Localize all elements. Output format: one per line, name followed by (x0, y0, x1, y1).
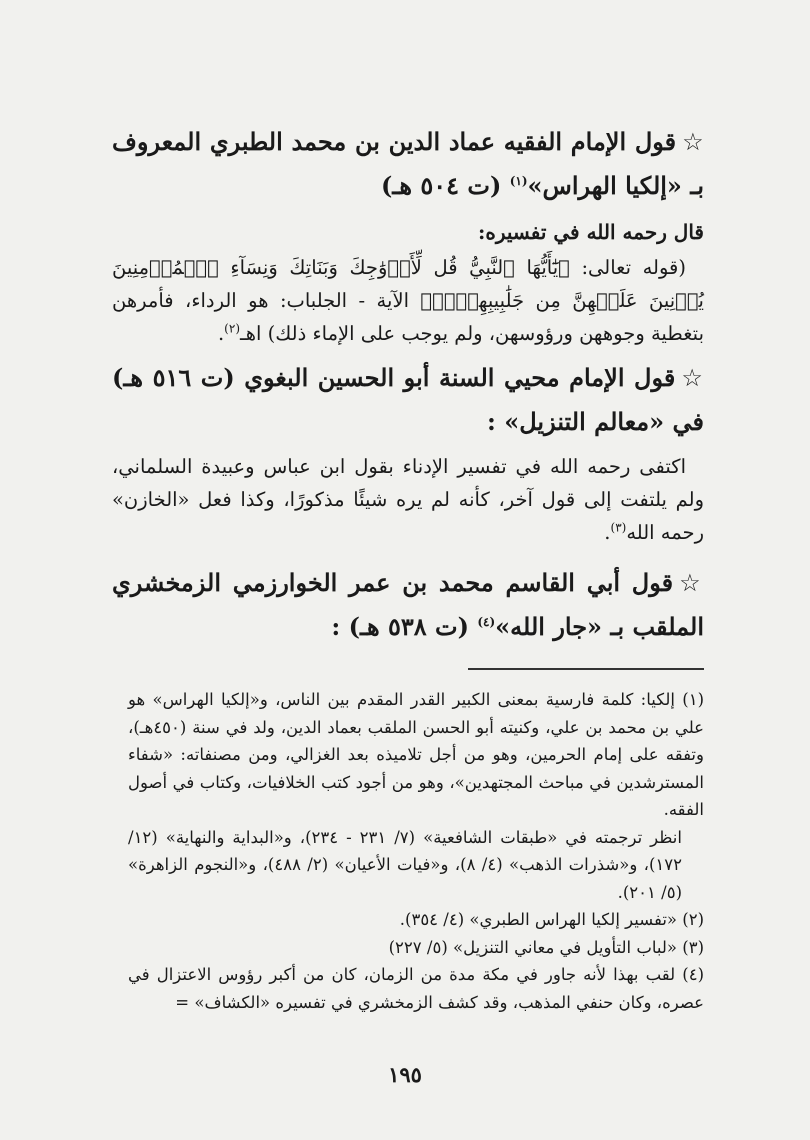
star-icon: ☆ (682, 128, 705, 156)
star-icon: ☆ (681, 364, 705, 392)
section-heading-1: ☆قول الإمام الفقيه عماد الدين بن محمد الطبري المعروف بـ «إلكيا الهراس»$^{(١)}$ (ت ٥٠٤ هـ) (112, 127, 705, 200)
footnotes (128, 686, 704, 1016)
footnote-ref-1[interactable]: (١) (509, 174, 528, 188)
footnote-ref-4[interactable]: (٤) (477, 615, 496, 629)
section-body-2: اكتفى رحمه الله في تفسير الإدناء بقول ابن عباس وعبيدة السلماني، ولم يلتفت إلى قول آخر، كأنه لم يره شيئًا مذكورًا، وكذا فعل «الخازن» رحمه الله$^{(٣)}$. (112, 455, 704, 544)
footnote-1-references: انظر ترجمته في «طبقات الشافعية» (٧/ ٢٣١ - ٢٣٤)، و«البداية والنهاية» (١٢/ ١٧٢)، و«شذرات الذهب» (٤/ ٨)، و«فيات الأعيان» (٢/ ٤٨٨)، و«النجوم الزاهرة» (٥/ ٢٠١). (128, 827, 682, 902)
section-heading-2: ☆قول الإمام محيي السنة أبو الحسين البغوي (ت ٥١٦ هـ) في «معالم التنزيل» : (112, 363, 705, 436)
section-subheading-1: قال رحمه الله في تفسيره: (477, 220, 704, 244)
footnote-3: (٣) «لباب التأويل في معاني التنزيل» (٥/ ٢٢٧) (388, 937, 704, 957)
footnote-1: (١) إلكيا: كلمة فارسية بمعنى الكبير القدر المقدم بين الناس، و«إلكيا الهراس» هو علي بن محمد بن علي، وكنيته أبو الحسن الملقب بعماد الدين، ولد في سنة (٤٥٠هـ)، وتفقه على إمام الحرمين، وهو من أجل تلاميذه بعد الغزالي، ومن مصنفاته: «شفاء المسترشدين في مباحث المجتهدين»، وهو من أجود كتب الخلافيات، وكتاب في أصول الفقه. (128, 690, 704, 819)
footnote-2: (٢) «تفسير إلكيا الهراس الطبري» (٤/ ٣٥٤). (399, 910, 704, 929)
main-text (112, 120, 704, 649)
star-icon: ☆ (679, 569, 705, 597)
page-number: ١٩٥ (388, 1062, 422, 1087)
footnote-ref-2[interactable]: (٢) (224, 321, 240, 336)
footnote-separator (468, 668, 704, 670)
section-heading-3: ☆قول أبي القاسم محمد بن عمر الخوارزمي الزمخشري الملقب بـ «جار الله»$^{(٤)}$ (ت ٥٣٨ هـ) : (112, 568, 705, 641)
footnote-4: (٤) لقب بهذا لأنه جاور في مكة مدة من الزمان، كان من أكبر رؤوس الاعتزال في عصره، وكان حنفي المذهب، وقد كشف الزمخشري في تفسيره «الكشاف» = (128, 965, 704, 1012)
section-body-1: (قوله تعالى: ﴿يَٰٓأَيُّهَا ٱلنَّبِيُّ قُل لِّأَزۡوَٰجِكَ وَبَنَاتِكَ وَنِسَآءِ ٱلۡمُؤۡمِنِينَ يُدۡنِينَ عَلَيۡهِنَّ مِن جَلَٰبِيبِهِنَّۚ﴾ الآية - الجلباب: هو الرداء، فأمرهن بتغطية وجوههن ورؤوسهن، ولم يوجب على الإماء ذلك) اهـ$^{(٢)}$. (112, 256, 704, 345)
footnote-ref-3[interactable]: (٣) (610, 520, 627, 535)
